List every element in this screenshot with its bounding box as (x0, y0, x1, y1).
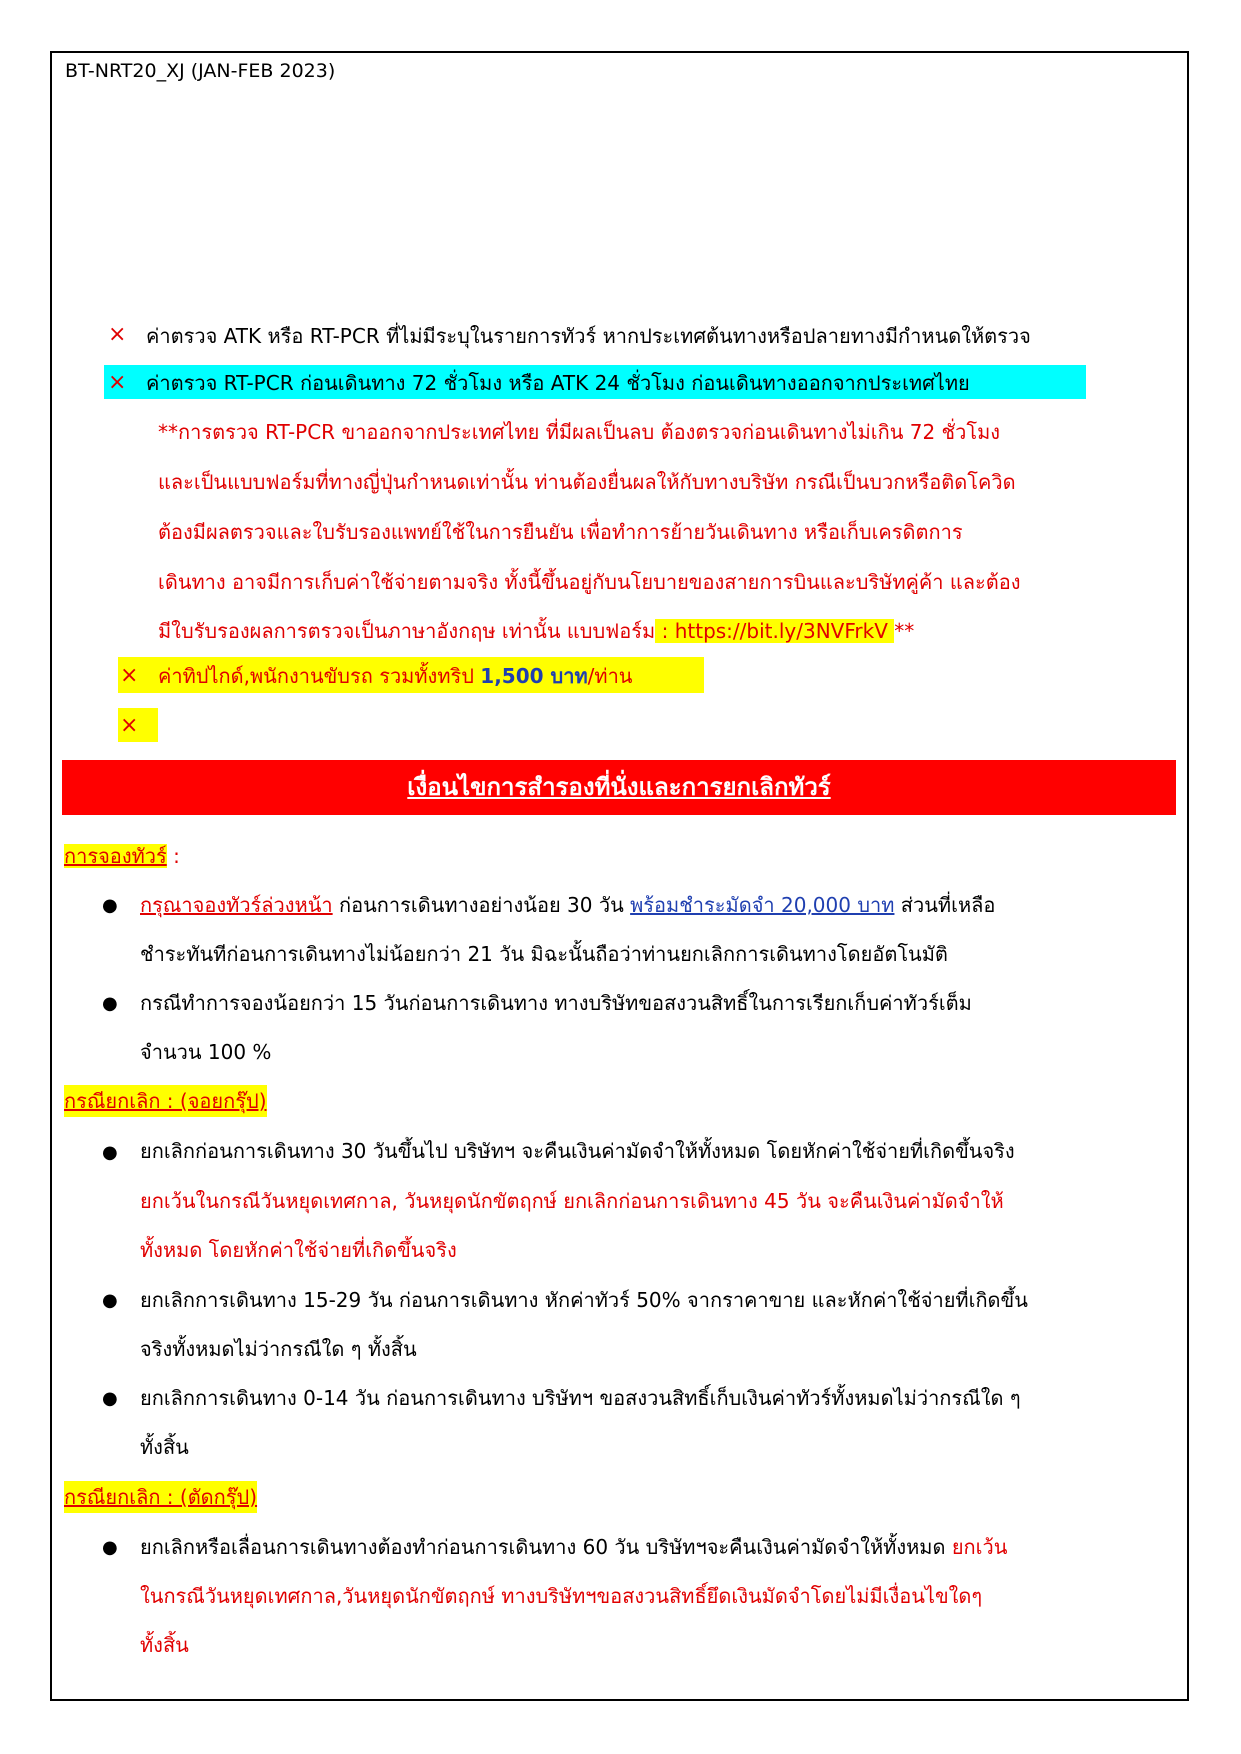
tip-amount: 1,500 บาท (480, 664, 588, 688)
exclusion-mark: × (120, 663, 139, 688)
rtpcr-note-line: **การตรวจ RT-PCR ขาออกจากประเทศไทย ที่มีผลเป็นลบ ต้องตรวจก่อนเดินทางไม่เกิน 72 ชั่วโมง (158, 420, 1001, 444)
booking-heading-colon: : (166, 844, 180, 868)
exclusion-line-2: ค่าตรวจ RT-PCR ก่อนเดินทาง 72 ชั่วโมง หรือ ATK 24 ชั่วโมง ก่อนเดินทางออกจากประเทศไทย (146, 371, 970, 395)
cancel-private-item-1-cont: ในกรณีวันหยุดเทศกาล,วันหยุดนักขัตฤกษ์ ทางบริษัทฯขอสงวนสิทธิ์ยึดเงินมัดจำโดยไม่มีเงื่อนไขใดๆ (140, 1584, 983, 1608)
cancel-private-except: ยกเว้น (951, 1535, 1008, 1559)
tip-unit: /ท่าน (587, 664, 633, 688)
cancel-join-heading: กรณียกเลิก : (จอยกรุ๊ป) (64, 1085, 267, 1117)
bullet: ● (102, 993, 118, 1014)
conditions-banner: เงื่อนไขการสำรองที่นั่งและการยกเลิกทัวร์ (62, 760, 1176, 815)
deposit-text: พร้อมชำระมัดจำ 20,000 บาท (630, 893, 895, 917)
cancel-private-item-1 (140, 1531, 1007, 1563)
page-border (50, 51, 1189, 1701)
bullet: ● (102, 1537, 118, 1558)
bullet: ● (102, 895, 118, 916)
rtpcr-note-last-line (158, 615, 914, 647)
exclusion-line-1: ค่าตรวจ ATK หรือ RT-PCR ที่ไม่มีระบุในรายการทัวร์ หากประเทศต้นทางหรือปลายทางมีกำหนดให้ตรวจ (146, 324, 1031, 348)
cancel-private-text: ยกเลิกหรือเลื่อนการเดินทางต้องทำก่อนการเดินทาง 60 วัน บริษัทฯจะคืนเงินค่ามัดจำให้ทั้งหมด (140, 1535, 952, 1559)
cancel-private-heading: กรณียกเลิก : (ตัดกรุ๊ป) (64, 1481, 257, 1513)
booking-text: ส่วนที่เหลือ (894, 893, 996, 917)
cancel-join-item-2: ยกเลิกการเดินทาง 15-29 วัน ก่อนการเดินทาง หักค่าทัวร์ 50% จากราคาขาย และหักค่าใช้จ่ายที่เกิดขึ้น (140, 1288, 1028, 1312)
cancel-join-item-3: ยกเลิกการเดินทาง 0-14 วัน ก่อนการเดินทาง บริษัทฯ ขอสงวนสิทธิ์เก็บเงินค่าทัวร์ทั้งหมดไม่ว่ากรณีใด ๆ (140, 1386, 1021, 1410)
tip-line (158, 660, 632, 692)
booking-item-1-cont: ชำระทันทีก่อนการเดินทางไม่น้อยกว่า 21 วัน มิฉะนั้นถือว่าท่านยกเลิกการเดินทางโดยอัตโนมัติ (140, 942, 948, 966)
cancel-join-item-1: ยกเลิกก่อนการเดินทาง 30 วันขึ้นไป บริษัทฯ จะคืนเงินค่ามัดจำให้ทั้งหมด โดยหักค่าใช้จ่ายที่เกิดขึ้นจริง (140, 1139, 1015, 1163)
form-link[interactable]: : https://bit.ly/3NVFrkV (655, 619, 895, 643)
booking-heading (64, 840, 180, 872)
exclusion-mark: × (120, 713, 139, 738)
form-label: มีใบรับรองผลการตรวจเป็นภาษาอังกฤษ เท่านั้น แบบฟอร์ม (158, 619, 656, 643)
rtpcr-note-line: เดินทาง อาจมีการเก็บค่าใช้จ่ายตามจริง ทั้งนี้ขึ้นอยู่กับนโยบายของสายการบินและบริษัทคู่ค้า และต้อง (158, 570, 1021, 594)
booking-item-2: กรณีทำการจองน้อยกว่า 15 วันก่อนการเดินทาง ทางบริษัทขอสงวนสิทธิ์ในการเรียกเก็บค่าทัวร์เต็ม (140, 991, 972, 1015)
bullet: ● (102, 1290, 118, 1311)
bullet: ● (102, 1142, 118, 1163)
booking-text: ก่อนการเดินทางอย่างน้อย 30 วัน (332, 893, 631, 917)
cancel-private-item-1-cont: ทั้งสิ้น (140, 1633, 189, 1657)
book-early-text: กรุณาจองทัวร์ล่วงหน้า (140, 893, 333, 917)
cancel-join-item-3-cont: ทั้งสิ้น (140, 1435, 189, 1459)
cancel-join-item-1-cont: ยกเว้นในกรณีวันหยุดเทศกาล, วันหยุดนักขัตฤกษ์ ยกเลิกก่อนการเดินทาง 45 วัน จะคืนเงินค่ามัดจำให้ (140, 1189, 1004, 1213)
rtpcr-note-line: และเป็นแบบฟอร์มที่ทางญี่ปุ่นกำหนดเท่านั้น ท่านต้องยื่นผลให้กับทางบริษัท กรณีเป็นบวกหรือติดโควิด (158, 470, 1016, 494)
cancel-join-item-1-cont: ทั้งหมด โดยหักค่าใช้จ่ายที่เกิดขึ้นจริง (140, 1238, 457, 1262)
cancel-join-item-2-cont: จริงทั้งหมดไม่ว่ากรณีใด ๆ ทั้งสิ้น (140, 1337, 417, 1361)
booking-item-1 (140, 889, 995, 921)
bullet: ● (102, 1388, 118, 1409)
booking-heading-label: การจองทัวร์ (64, 844, 167, 868)
tip-label: ค่าทิปไกด์,พนักงานขับรถ รวมทั้งทริป (158, 664, 481, 688)
booking-item-2-cont: จำนวน 100 % (140, 1040, 272, 1064)
rtpcr-note-line: ต้องมีผลตรวจและใบรับรองแพทย์ใช้ในการยืนยัน เพื่อทำการย้ายวันเดินทาง หรือเก็บเครดิตการ (158, 520, 963, 544)
note-end: ** (894, 619, 915, 643)
document-id: BT-NRT20_XJ (JAN-FEB 2023) (65, 60, 336, 82)
exclusion-mark: × (108, 370, 127, 395)
exclusion-mark: × (108, 322, 127, 347)
